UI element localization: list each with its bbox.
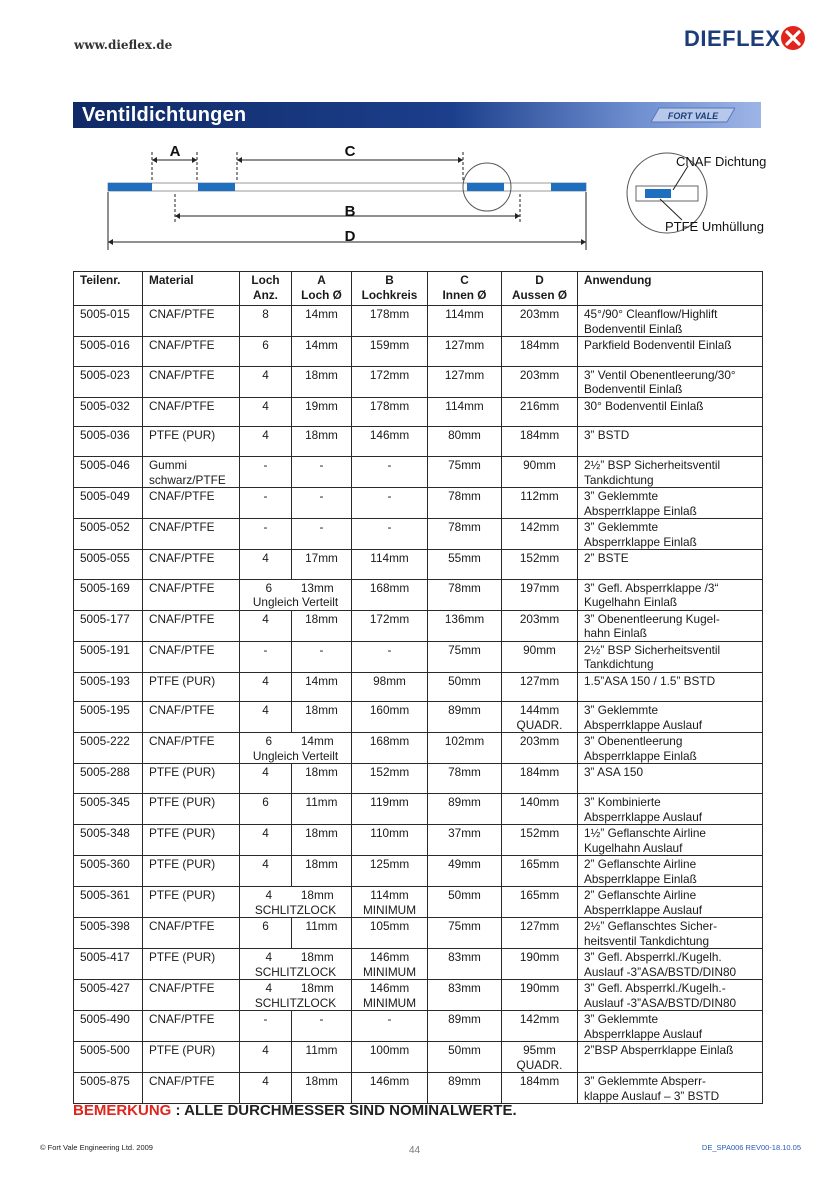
table-row xyxy=(74,1011,763,1042)
svg-text:FORT VALE: FORT VALE xyxy=(667,111,719,121)
col-header-c: C Innen Ø xyxy=(428,272,502,306)
cell-c-inner-dia: 83mm xyxy=(428,980,502,1011)
cell-material: CNAF/PTFE xyxy=(143,918,240,949)
cell-part-no: 5005-361 xyxy=(74,887,143,918)
cell-c-inner-dia: 50mm xyxy=(428,1042,502,1073)
col-header-b: B Lochkreis xyxy=(352,272,428,306)
cell-material: CNAF/PTFE xyxy=(143,550,240,580)
cell-application: 3” Kombinierte Absperrklappe Auslauf xyxy=(578,794,763,825)
cell-application: 3” Gefl. Absperrklappe /3“ Kugelhahn Einlaß xyxy=(578,579,763,610)
cell-a-hole-dia: 11mm xyxy=(292,794,352,825)
cell-c-inner-dia: 50mm xyxy=(428,887,502,918)
table-row xyxy=(74,794,763,825)
cell-part-no: 5005-036 xyxy=(74,427,143,457)
cell-application: 3” BSTD xyxy=(578,427,763,457)
cell-c-inner-dia: 50mm xyxy=(428,672,502,702)
cell-application: 1½” Geflanschte Airline Kugelhahn Auslauf xyxy=(578,825,763,856)
cell-part-no: 5005-023 xyxy=(74,366,143,397)
cell-material: CNAF/PTFE xyxy=(143,1011,240,1042)
cell-b-bolt-circle: 178mm xyxy=(352,397,428,427)
cell-material: CNAF/PTFE xyxy=(143,579,240,610)
cell-application: 3” ASA 150 xyxy=(578,764,763,794)
dieflex-logo xyxy=(684,25,806,51)
cell-a-hole-dia: 14mm xyxy=(292,672,352,702)
cell-holes: 4 xyxy=(240,366,292,397)
table-row xyxy=(74,488,763,519)
cell-holes: 4 xyxy=(240,610,292,641)
table-row xyxy=(74,918,763,949)
cell-material: PTFE (PUR) xyxy=(143,949,240,980)
cell-part-no: 5005-169 xyxy=(74,579,143,610)
cell-material: PTFE (PUR) xyxy=(143,672,240,702)
cell-part-no: 5005-490 xyxy=(74,1011,143,1042)
merged-holes: 6 xyxy=(265,580,273,595)
cell-material: PTFE (PUR) xyxy=(143,825,240,856)
cell-material: CNAF/PTFE xyxy=(143,366,240,397)
cell-c-inner-dia: 78mm xyxy=(428,764,502,794)
cell-b-bolt-circle: 168mm xyxy=(352,579,428,610)
cell-d-outer-dia: 140mm xyxy=(502,794,578,825)
merged-hole-dia: 18mm xyxy=(300,888,334,903)
table-row xyxy=(74,579,763,610)
cell-d-outer-dia: 203mm xyxy=(502,306,578,337)
cell-part-no: 5005-345 xyxy=(74,794,143,825)
cell-b-bolt-circle: 100mm xyxy=(352,1042,428,1073)
cell-d-outer-dia: 190mm xyxy=(502,980,578,1011)
cell-c-inner-dia: 78mm xyxy=(428,488,502,519)
cell-d-outer-dia: 152mm xyxy=(502,550,578,580)
cell-c-inner-dia: 75mm xyxy=(428,457,502,488)
cell-d-outer-dia: 203mm xyxy=(502,733,578,764)
table-row xyxy=(74,702,763,733)
cell-part-no: 5005-052 xyxy=(74,519,143,550)
col-header-material: Material xyxy=(143,272,240,306)
cell-application: 2” BSTE xyxy=(578,550,763,580)
cell-c-inner-dia: 114mm xyxy=(428,397,502,427)
cell-b-bolt-circle: - xyxy=(352,488,428,519)
merged-note: Ungleich Verteilt xyxy=(252,595,339,610)
cell-b-bolt-circle: 125mm xyxy=(352,856,428,887)
cell-c-inner-dia: 37mm xyxy=(428,825,502,856)
cell-holes-a-merged xyxy=(240,887,352,918)
table-row xyxy=(74,337,763,367)
cell-d-outer-dia: 142mm xyxy=(502,519,578,550)
cell-c-inner-dia: 78mm xyxy=(428,579,502,610)
remark-text: : ALLE DURCHMESSER SIND NOMINALWERTE. xyxy=(171,1102,517,1119)
section-title-bar xyxy=(73,102,761,128)
cell-holes: 6 xyxy=(240,337,292,367)
cell-part-no: 5005-195 xyxy=(74,702,143,733)
cell-material: CNAF/PTFE xyxy=(143,397,240,427)
cell-a-hole-dia: 18mm xyxy=(292,610,352,641)
table-row xyxy=(74,397,763,427)
cell-part-no: 5005-222 xyxy=(74,733,143,764)
site-url[interactable]: www.dieflex.de xyxy=(74,38,173,52)
cell-d-outer-dia: 184mm xyxy=(502,427,578,457)
cell-application: 3” Geklemmte Absperr- klappe Auslauf – 3” BSTD xyxy=(578,1073,763,1104)
cell-material: CNAF/PTFE xyxy=(143,488,240,519)
cell-d-outer-dia: 216mm xyxy=(502,397,578,427)
table-row xyxy=(74,733,763,764)
cell-a-hole-dia: - xyxy=(292,488,352,519)
cell-application: 3” Geklemmte Absperrklappe Einlaß xyxy=(578,519,763,550)
table-row xyxy=(74,825,763,856)
cell-application: 2½” Geflanschtes Sicher- heitsventil Tankdichtung xyxy=(578,918,763,949)
cell-d-outer-dia: 165mm xyxy=(502,887,578,918)
cell-material: PTFE (PUR) xyxy=(143,1042,240,1073)
cell-application: 1.5”ASA 150 / 1.5” BSTD xyxy=(578,672,763,702)
cell-application: Parkfield Bodenventil Einlaß xyxy=(578,337,763,367)
cell-d-outer-dia: 203mm xyxy=(502,366,578,397)
cell-d-outer-dia: 127mm xyxy=(502,918,578,949)
cell-b-bolt-circle: 105mm xyxy=(352,918,428,949)
col-header-application: Anwendung xyxy=(578,272,763,306)
inset-label-ptfe: PTFE Umhüllung xyxy=(665,219,764,234)
cell-d-outer-dia: 152mm xyxy=(502,825,578,856)
merged-hole-dia: 18mm xyxy=(300,981,334,996)
cell-part-no: 5005-016 xyxy=(74,337,143,367)
cell-holes: 6 xyxy=(240,918,292,949)
cell-d-outer-dia: 127mm xyxy=(502,672,578,702)
cell-part-no: 5005-360 xyxy=(74,856,143,887)
cell-a-hole-dia: - xyxy=(292,519,352,550)
cell-holes: - xyxy=(240,519,292,550)
cell-d-outer-dia: 165mm xyxy=(502,856,578,887)
merged-hole-dia: 13mm xyxy=(300,580,334,595)
label-a: A xyxy=(169,143,181,160)
cell-holes: 4 xyxy=(240,672,292,702)
label-d: D xyxy=(344,228,356,245)
merged-holes: 4 xyxy=(265,950,273,965)
cell-b-bolt-circle: 172mm xyxy=(352,610,428,641)
gasket-dimension-diagram xyxy=(100,138,800,258)
cell-c-inner-dia: 75mm xyxy=(428,918,502,949)
cell-d-outer-dia: 90mm xyxy=(502,641,578,672)
cell-a-hole-dia: 18mm xyxy=(292,366,352,397)
cell-part-no: 5005-177 xyxy=(74,610,143,641)
cell-a-hole-dia: 18mm xyxy=(292,1073,352,1104)
cell-application: 3” Obenentleerung Kugel- hahn Einlaß xyxy=(578,610,763,641)
cell-holes: 4 xyxy=(240,764,292,794)
cell-application: 2” Geflanschte Airline Absperrklappe Auslauf xyxy=(578,887,763,918)
cell-c-inner-dia: 83mm xyxy=(428,949,502,980)
cell-c-inner-dia: 89mm xyxy=(428,1073,502,1104)
cell-a-hole-dia: 14mm xyxy=(292,306,352,337)
cell-material: CNAF/PTFE xyxy=(143,702,240,733)
cell-b-bolt-circle: 159mm xyxy=(352,337,428,367)
cell-a-hole-dia: - xyxy=(292,1011,352,1042)
cell-a-hole-dia: 11mm xyxy=(292,918,352,949)
cell-a-hole-dia: 14mm xyxy=(292,337,352,367)
cell-material: CNAF/PTFE xyxy=(143,306,240,337)
cell-holes: 8 xyxy=(240,306,292,337)
cell-part-no: 5005-348 xyxy=(74,825,143,856)
cell-b-bolt-circle: 146mm xyxy=(352,1073,428,1104)
table-row xyxy=(74,427,763,457)
table-row xyxy=(74,306,763,337)
merged-note: SCHLITZLOCK xyxy=(254,995,337,1010)
remark-label: BEMERKUNG xyxy=(73,1102,172,1119)
cell-d-outer-dia: 184mm xyxy=(502,1073,578,1104)
cell-a-hole-dia: - xyxy=(292,457,352,488)
cell-d-outer-dia: 197mm xyxy=(502,579,578,610)
cell-b-bolt-circle: 98mm xyxy=(352,672,428,702)
cell-c-inner-dia: 75mm xyxy=(428,641,502,672)
page-number: 44 xyxy=(409,1145,421,1156)
cell-d-outer-dia: 112mm xyxy=(502,488,578,519)
table-header-row xyxy=(74,272,763,306)
cell-holes: - xyxy=(240,641,292,672)
cell-application: 30° Bodenventil Einlaß xyxy=(578,397,763,427)
cell-c-inner-dia: 102mm xyxy=(428,733,502,764)
cell-application: 3” Gefl. Absperrkl./Kugelh. Auslauf -3”ASA/BSTD/DIN80 xyxy=(578,949,763,980)
cell-holes: 4 xyxy=(240,1073,292,1104)
table-row xyxy=(74,672,763,702)
cell-material: PTFE (PUR) xyxy=(143,427,240,457)
cell-part-no: 5005-427 xyxy=(74,980,143,1011)
cell-c-inner-dia: 78mm xyxy=(428,519,502,550)
page-title: Ventildichtungen xyxy=(82,104,247,126)
table-row xyxy=(74,519,763,550)
remark-note xyxy=(73,1102,517,1119)
cell-d-outer-dia: 190mm xyxy=(502,949,578,980)
cell-b-bolt-circle: - xyxy=(352,1011,428,1042)
cell-a-hole-dia: 17mm xyxy=(292,550,352,580)
cell-part-no: 5005-191 xyxy=(74,641,143,672)
cell-application: 2½” BSP Sicherheitsventil Tankdichtung xyxy=(578,457,763,488)
cell-part-no: 5005-046 xyxy=(74,457,143,488)
cell-b-bolt-circle: 160mm xyxy=(352,702,428,733)
table-row xyxy=(74,1042,763,1073)
cell-part-no: 5005-032 xyxy=(74,397,143,427)
cell-holes-a-merged xyxy=(240,980,352,1011)
cell-part-no: 5005-875 xyxy=(74,1073,143,1104)
cell-holes-a-merged xyxy=(240,579,352,610)
cell-b-bolt-circle: 110mm xyxy=(352,825,428,856)
label-b: B xyxy=(344,203,356,220)
cell-holes: - xyxy=(240,488,292,519)
logo-text: DIEFLEX xyxy=(684,26,781,51)
cell-holes: 4 xyxy=(240,397,292,427)
cell-material: PTFE (PUR) xyxy=(143,764,240,794)
cell-a-hole-dia: 18mm xyxy=(292,764,352,794)
cell-holes: - xyxy=(240,1011,292,1042)
cell-c-inner-dia: 89mm xyxy=(428,702,502,733)
col-header-d: D Aussen Ø xyxy=(502,272,578,306)
cell-b-bolt-circle: 146mm MINIMUM xyxy=(352,980,428,1011)
fort-vale-badge xyxy=(651,106,735,124)
cell-material: PTFE (PUR) xyxy=(143,856,240,887)
cell-holes: 4 xyxy=(240,427,292,457)
cell-part-no: 5005-049 xyxy=(74,488,143,519)
cell-b-bolt-circle: - xyxy=(352,519,428,550)
gasket-spec-table xyxy=(73,271,763,1104)
cell-d-outer-dia: 203mm xyxy=(502,610,578,641)
dimension-c xyxy=(237,143,463,182)
cell-application: 2½” BSP Sicherheitsventil Tankdichtung xyxy=(578,641,763,672)
cell-c-inner-dia: 136mm xyxy=(428,610,502,641)
merged-note: SCHLITZLOCK xyxy=(254,902,337,917)
merged-note: SCHLITZLOCK xyxy=(254,964,337,979)
cell-material: CNAF/PTFE xyxy=(143,610,240,641)
cell-b-bolt-circle: 114mm xyxy=(352,550,428,580)
cell-d-outer-dia: 95mm QUADR. xyxy=(502,1042,578,1073)
cell-c-inner-dia: 127mm xyxy=(428,366,502,397)
cell-a-hole-dia: 18mm xyxy=(292,702,352,733)
cell-part-no: 5005-193 xyxy=(74,672,143,702)
cell-b-bolt-circle: 178mm xyxy=(352,306,428,337)
cell-b-bolt-circle: 119mm xyxy=(352,794,428,825)
table-row xyxy=(74,980,763,1011)
cell-holes: - xyxy=(240,457,292,488)
cell-material: CNAF/PTFE xyxy=(143,733,240,764)
cell-part-no: 5005-398 xyxy=(74,918,143,949)
cell-holes: 4 xyxy=(240,702,292,733)
merged-hole-dia: 14mm xyxy=(300,734,334,749)
cell-part-no: 5005-417 xyxy=(74,949,143,980)
merged-holes: 4 xyxy=(265,888,273,903)
cell-d-outer-dia: 184mm xyxy=(502,337,578,367)
cell-a-hole-dia: 19mm xyxy=(292,397,352,427)
cell-application: 45°/90° Cleanflow/Highlift Bodenventil Einlaß xyxy=(578,306,763,337)
table-row xyxy=(74,1073,763,1104)
cell-holes-a-merged xyxy=(240,733,352,764)
cell-holes: 4 xyxy=(240,1042,292,1073)
col-header-part-no: Teilenr. xyxy=(74,272,143,306)
cell-holes: 4 xyxy=(240,825,292,856)
cell-material: CNAF/PTFE xyxy=(143,337,240,367)
cell-material: CNAF/PTFE xyxy=(143,519,240,550)
cell-application: 2”BSP Absperrklappe Einlaß xyxy=(578,1042,763,1073)
cell-b-bolt-circle: 146mm MINIMUM xyxy=(352,949,428,980)
cell-holes-a-merged xyxy=(240,949,352,980)
table-row xyxy=(74,550,763,580)
merged-holes: 6 xyxy=(265,734,273,749)
cell-b-bolt-circle: 152mm xyxy=(352,764,428,794)
cell-d-outer-dia: 142mm xyxy=(502,1011,578,1042)
cell-holes: 6 xyxy=(240,794,292,825)
cell-b-bolt-circle: - xyxy=(352,457,428,488)
cell-a-hole-dia: 18mm xyxy=(292,427,352,457)
cell-a-hole-dia: 18mm xyxy=(292,856,352,887)
cell-a-hole-dia: 11mm xyxy=(292,1042,352,1073)
cell-application: 3” Gefl. Absperrkl./Kugelh.- Auslauf -3”ASA/BSTD/DIN80 xyxy=(578,980,763,1011)
table-row xyxy=(74,457,763,488)
table-row xyxy=(74,764,763,794)
cell-material: PTFE (PUR) xyxy=(143,794,240,825)
cell-holes: 4 xyxy=(240,550,292,580)
cell-c-inner-dia: 89mm xyxy=(428,1011,502,1042)
cell-b-bolt-circle: - xyxy=(352,641,428,672)
table-row xyxy=(74,366,763,397)
cell-b-bolt-circle: 146mm xyxy=(352,427,428,457)
merged-note: Ungleich Verteilt xyxy=(252,748,339,763)
cell-c-inner-dia: 55mm xyxy=(428,550,502,580)
cell-c-inner-dia: 80mm xyxy=(428,427,502,457)
cell-application: 3” Obenentleerung Absperrklappe Einlaß xyxy=(578,733,763,764)
cell-application: 3” Geklemmte Absperrklappe Einlaß xyxy=(578,488,763,519)
table-row xyxy=(74,949,763,980)
cell-part-no: 5005-288 xyxy=(74,764,143,794)
footer-copyright: © Fort Vale Engineering Ltd. 2009 xyxy=(40,1143,153,1152)
detail-inset xyxy=(627,153,766,234)
cell-d-outer-dia: 144mm QUADR. xyxy=(502,702,578,733)
cell-c-inner-dia: 114mm xyxy=(428,306,502,337)
cell-d-outer-dia: 184mm xyxy=(502,764,578,794)
cell-b-bolt-circle: 168mm xyxy=(352,733,428,764)
cell-part-no: 5005-055 xyxy=(74,550,143,580)
cell-part-no: 5005-500 xyxy=(74,1042,143,1073)
label-c: C xyxy=(344,143,356,160)
cell-application: 3” Ventil Obenentleerung/30° Bodenventil Einlaß xyxy=(578,366,763,397)
cell-c-inner-dia: 49mm xyxy=(428,856,502,887)
cell-holes: 4 xyxy=(240,856,292,887)
table-row xyxy=(74,856,763,887)
merged-hole-dia: 18mm xyxy=(300,950,334,965)
table-row xyxy=(74,641,763,672)
inset-label-cnaf: CNAF Dichtung xyxy=(676,154,767,169)
cell-b-bolt-circle: 114mm MINIMUM xyxy=(352,887,428,918)
cell-material: Gummi schwarz/PTFE xyxy=(143,457,240,488)
cell-a-hole-dia: - xyxy=(292,641,352,672)
cell-part-no: 5005-015 xyxy=(74,306,143,337)
col-header-holes: Loch Anz. xyxy=(240,272,292,306)
dimension-a xyxy=(152,143,197,182)
cell-material: CNAF/PTFE xyxy=(143,980,240,1011)
footer-doc-ref: DE_SPA006 REV00-18.10.05 xyxy=(701,1143,801,1152)
table-row xyxy=(74,610,763,641)
cell-material: PTFE (PUR) xyxy=(143,887,240,918)
cell-a-hole-dia: 18mm xyxy=(292,825,352,856)
col-header-a: A Loch Ø xyxy=(292,272,352,306)
table-row xyxy=(74,887,763,918)
cell-material: CNAF/PTFE xyxy=(143,1073,240,1104)
cell-c-inner-dia: 127mm xyxy=(428,337,502,367)
cell-c-inner-dia: 89mm xyxy=(428,794,502,825)
cell-application: 2” Geflanschte Airline Absperrklappe Einlaß xyxy=(578,856,763,887)
dimension-d xyxy=(108,192,586,250)
merged-holes: 4 xyxy=(265,981,273,996)
cell-b-bolt-circle: 172mm xyxy=(352,366,428,397)
cell-material: CNAF/PTFE xyxy=(143,641,240,672)
cell-application: 3” Geklemmte Absperrklappe Auslauf xyxy=(578,1011,763,1042)
cell-application: 3” Geklemmte Absperrklappe Auslauf xyxy=(578,702,763,733)
dimension-b xyxy=(175,194,520,224)
cell-d-outer-dia: 90mm xyxy=(502,457,578,488)
